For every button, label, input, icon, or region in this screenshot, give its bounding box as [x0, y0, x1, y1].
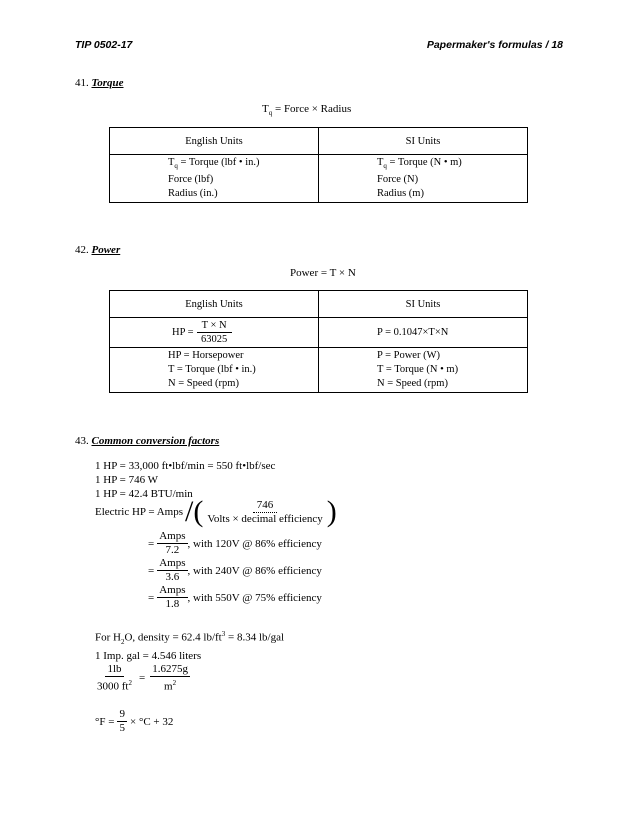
amps-denominator: 7.2	[165, 544, 180, 556]
header-english: English Units	[110, 291, 319, 318]
t-desc: = Torque (lbf • in.)	[177, 157, 260, 168]
hp-formula-cell	[110, 318, 319, 348]
g-den-base: m	[164, 680, 173, 693]
force-line: Force (N)	[377, 174, 419, 186]
bracket-close: )	[326, 495, 337, 528]
electric-hp-formula	[95, 497, 337, 527]
conversion-line: 1 HP = 42.4 BTU/min	[95, 488, 193, 500]
header-si: SI Units	[319, 128, 528, 155]
header-si: SI Units	[319, 291, 528, 318]
hp-fraction	[197, 319, 232, 346]
amps-condition: , with 550V @ 75% efficiency	[187, 591, 322, 604]
amps-numerator: Amps	[159, 557, 186, 569]
g-numerator: 1.6275g	[152, 663, 188, 675]
t: T	[168, 157, 175, 168]
section-title: Power	[91, 244, 121, 256]
equals-sign: =	[138, 672, 146, 685]
amps-fraction	[157, 557, 187, 584]
temp-fraction	[117, 708, 127, 735]
amps-fraction	[157, 584, 187, 611]
equals-sign: =	[148, 537, 155, 550]
hp-denominator: 63025	[200, 334, 228, 345]
section-number: 41.	[75, 77, 89, 89]
water-suffix: = 8.34 lb/gal	[225, 631, 285, 644]
header-right: Papermaker's formulas / 18	[426, 39, 563, 51]
amps-numerator: Amps	[159, 584, 186, 596]
equals-sign: =	[148, 564, 155, 577]
section-43-heading	[75, 435, 219, 447]
torque-units-table	[109, 127, 528, 203]
electric-lhs: Electric HP = Amps	[95, 506, 183, 518]
amps-condition: , with 240V @ 86% efficiency	[187, 564, 322, 577]
amps-numerator: Amps	[159, 530, 186, 542]
section-number: 43.	[75, 435, 89, 447]
english-cell	[110, 155, 319, 203]
gallon-line: 1 Imp. gal = 4.546 liters	[95, 649, 202, 662]
conversion-line: 1 HP = 746 W	[95, 474, 159, 486]
formula-sub: q	[268, 109, 273, 118]
hp-lhs: HP =	[172, 327, 194, 338]
english-defs-cell	[110, 348, 319, 393]
water-and-gal	[95, 627, 284, 663]
amps-denominator: 1.8	[165, 598, 180, 610]
section-number: 42.	[75, 244, 89, 256]
def-line: T = Torque (lbf • in.)	[168, 364, 256, 375]
water-density-line	[95, 627, 284, 649]
lb-den-sup: 2	[128, 679, 132, 687]
def-line: N = Speed (rpm)	[377, 378, 448, 389]
def-line: HP = Horsepower	[168, 350, 244, 361]
amps-fraction	[157, 530, 187, 557]
t: T	[377, 157, 384, 168]
power-formula: Power = T × N	[290, 267, 356, 279]
temperature-conversion	[95, 708, 173, 735]
g-den-sup: 2	[172, 679, 177, 687]
power-units-table	[109, 290, 528, 393]
section-41-heading	[75, 77, 124, 89]
temp-lhs: °F =	[95, 715, 115, 728]
def-line: N = Speed (rpm)	[168, 378, 239, 389]
torque-line	[377, 156, 526, 173]
electric-numerator: 746	[253, 499, 278, 513]
lb-den-base: 3000 ft	[97, 680, 129, 693]
g-fraction	[150, 663, 190, 694]
si-defs-cell	[319, 348, 528, 393]
electric-denominator: Volts × decimal efficiency	[207, 512, 323, 525]
torque-formula	[262, 103, 351, 117]
water-prefix: For H	[95, 631, 121, 644]
si-formula-cell: P = 0.1047×T×N	[319, 318, 528, 348]
hp-numerator: T × N	[197, 319, 232, 333]
radius-line: Radius (in.)	[168, 188, 218, 200]
basis-weight-conversion	[95, 663, 190, 694]
t-desc: = Torque (N • m)	[386, 157, 462, 168]
section-title: Common conversion factors	[91, 435, 220, 447]
amps-row-3	[148, 584, 322, 611]
torque-line	[168, 156, 317, 173]
amps-condition: , with 120V @ 86% efficiency	[187, 537, 322, 550]
water-sup: 3	[221, 630, 226, 638]
lb-numerator: 1lb	[107, 663, 122, 675]
bracket-open: /(	[184, 495, 204, 528]
section-title: Torque	[91, 77, 124, 89]
def-line: P = Power (W)	[377, 350, 440, 361]
lb-fraction	[95, 663, 134, 694]
temp-numerator: 9	[119, 708, 125, 720]
formula-rhs: = Force × Radius	[272, 103, 352, 115]
header-left: TIP 0502-17	[75, 39, 133, 51]
g-denominator	[162, 677, 178, 694]
water-sub: 2	[120, 637, 125, 646]
header-english: English Units	[110, 128, 319, 155]
amps-row-2	[148, 557, 322, 584]
temp-denominator: 5	[119, 722, 125, 734]
def-line: T = Torque (N • m)	[377, 364, 459, 375]
amps-denominator: 3.6	[165, 571, 180, 583]
conversion-line: 1 HP = 33,000 ft•lbf/min = 550 ft•lbf/sec	[95, 460, 276, 472]
amps-row-1	[148, 530, 322, 557]
force-line: Force (lbf)	[168, 174, 214, 186]
formula-lhs: T	[262, 103, 269, 115]
radius-line: Radius (m)	[377, 188, 424, 200]
lb-denominator	[95, 677, 134, 694]
water-mid: O, density = 62.4 lb/ft	[124, 631, 222, 644]
t-sub: q	[174, 162, 178, 171]
temp-rhs: × °C + 32	[129, 715, 174, 728]
section-42-heading	[75, 244, 120, 256]
electric-fraction	[203, 499, 326, 526]
si-cell	[319, 155, 528, 203]
t-sub: q	[383, 162, 387, 171]
equals-sign: =	[148, 591, 155, 604]
